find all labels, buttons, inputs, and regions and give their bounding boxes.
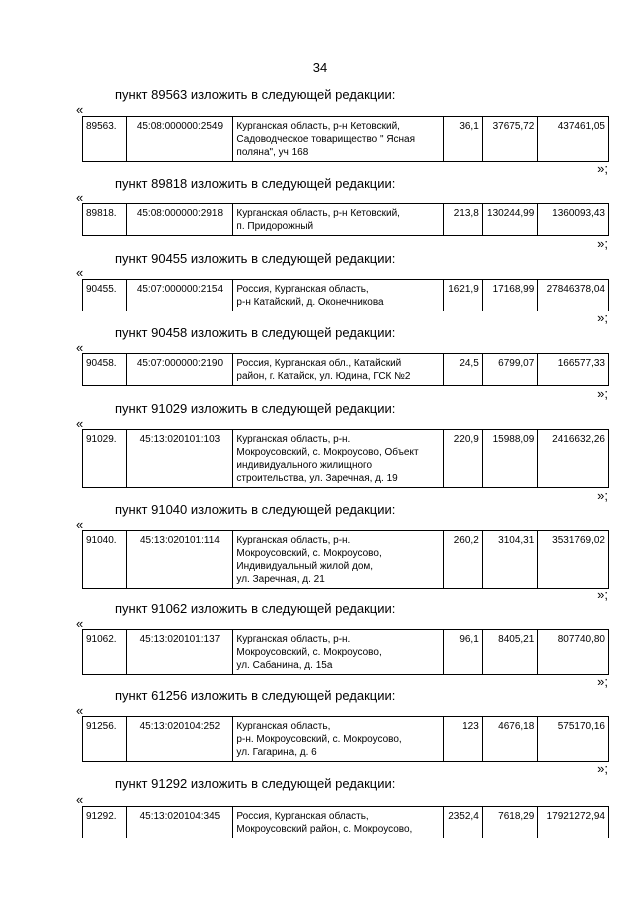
address-line: Индивидуальный жилой дом, [236,561,374,572]
area-value: 36,1 [444,117,482,162]
address-line: строительства, ул. Заречная, д. 19 [236,473,398,484]
close-quote: »; [597,310,608,325]
cadastral-number: 45:13:020104:252 [127,717,233,762]
table-row [83,117,609,162]
entry-number: 91040. [83,531,127,589]
open-quote: « [76,616,84,631]
section-heading: пункт 89818 изложить в следующей редакции: [115,176,396,191]
price-value: 130244,99 [482,204,538,236]
address-line: Мокроусовский, с. Мокроусово, [236,548,382,559]
entry-number: 91062. [83,630,127,675]
address-cell [233,280,444,312]
page-number: 34 [312,60,328,75]
entry-table [82,429,609,488]
address-line: р-н. Мокроусовский, с. Мокроусово, [236,734,402,745]
open-quote: « [76,190,84,205]
address-line: поляна", уч 168 [236,147,309,158]
section-heading: пункт 91040 изложить в следующей редакции: [115,502,396,517]
address-line: Мокроусовский, с. Мокроусово, [236,647,382,658]
close-quote: »; [597,761,608,776]
entry-table [82,629,609,675]
price-value: 37675,72 [482,117,538,162]
entry-number: 89563. [83,117,127,162]
address-line: ул. Сабанина, д. 15а [236,660,333,671]
area-value: 220,9 [444,430,482,488]
entry-table [82,716,609,762]
entry-table [82,530,609,589]
address-cell [233,531,444,589]
cadastral-number: 45:13:020101:114 [127,531,233,589]
address-line: р-н Катайский, д. Оконечникова [236,297,384,308]
cadastral-number: 45:13:020104:345 [127,807,233,839]
total-value: 3531769,02 [538,531,609,589]
area-value: 260,2 [444,531,482,589]
open-quote: « [76,102,84,117]
cadastral-number: 45:13:020101:103 [127,430,233,488]
entry-number: 90455. [83,280,127,312]
price-value: 3104,31 [482,531,538,589]
close-quote: »; [597,236,608,251]
price-value: 8405,21 [482,630,538,675]
section-heading: пункт 91292 изложить в следующей редакции: [115,776,396,791]
total-value: 17921272,94 [538,807,609,839]
section-heading: пункт 91062 изложить в следующей редакции: [115,601,396,616]
table-row [83,430,609,488]
section-heading: пункт 89563 изложить в следующей редакции: [115,87,396,102]
close-quote: »; [597,488,608,503]
area-value: 1621,9 [444,280,482,312]
address-cell [233,430,444,488]
address-line: район, г. Катайск, ул. Юдина, ГСК №2 [236,371,411,382]
total-value: 1360093,43 [538,204,609,236]
area-value: 213,8 [444,204,482,236]
entry-number: 89818. [83,204,127,236]
section-heading: пункт 90455 изложить в следующей редакции: [115,251,396,266]
section-heading: пункт 90458 изложить в следующей редакции: [115,325,396,340]
close-quote: »; [597,386,608,401]
address-line: Курганская область, [236,721,331,732]
entry-number: 91292. [83,807,127,839]
address-line: Курганская область, р-н. [236,434,351,445]
cadastral-number: 45:13:020101:137 [127,630,233,675]
address-cell [233,354,444,386]
entry-table [82,203,609,236]
cadastral-number: 45:08:000000:2918 [127,204,233,236]
open-quote: « [76,265,84,280]
address-line: п. Придорожный [236,221,314,232]
table-row [83,630,609,675]
address-line: ул. Заречная, д. 21 [236,574,325,585]
price-value: 7618,29 [482,807,538,839]
entry-number: 91029. [83,430,127,488]
area-value: 123 [444,717,482,762]
address-line: ул. Гагарина, д. 6 [236,747,317,758]
area-value: 2352,4 [444,807,482,839]
open-quote: « [76,416,84,431]
price-value: 6799,07 [482,354,538,386]
entry-table [82,116,609,162]
area-value: 96,1 [444,630,482,675]
table-row [83,531,609,589]
address-cell [233,717,444,762]
entry-table [82,279,609,311]
cadastral-number: 45:07:000000:2154 [127,280,233,312]
table-row [83,807,609,839]
address-line: Курганская область, р-н. [236,634,351,645]
address-cell [233,807,444,839]
open-quote: « [76,703,84,718]
address-line: Курганская область, р-н. [236,535,351,546]
close-quote: »; [597,587,608,602]
entry-number: 91256. [83,717,127,762]
entry-number: 90458. [83,354,127,386]
address-line: Мокроусовский район, с. Мокроусово, [236,824,413,835]
area-value: 24,5 [444,354,482,386]
entry-table [82,806,609,838]
total-value: 807740,80 [538,630,609,675]
table-row [83,280,609,312]
entry-table [82,353,609,386]
open-quote: « [76,517,84,532]
total-value: 2416632,26 [538,430,609,488]
cadastral-number: 45:08:000000:2549 [127,117,233,162]
open-quote: « [76,340,84,355]
close-quote: »; [597,161,608,176]
table-row [83,204,609,236]
price-value: 15988,09 [482,430,538,488]
cadastral-number: 45:07:000000:2190 [127,354,233,386]
open-quote: « [76,792,84,807]
price-value: 17168,99 [482,280,538,312]
address-line: Мокроусовский, с. Мокроусово, Объект [236,447,419,458]
address-line: Курганская область, р-н Кетовский, [236,121,400,132]
total-value: 437461,05 [538,117,609,162]
table-row [83,717,609,762]
address-line: Россия, Курганская область, [236,811,369,822]
address-line: Россия, Курганская область, [236,284,369,295]
total-value: 27846378,04 [538,280,609,312]
section-heading: пункт 91029 изложить в следующей редакции: [115,401,396,416]
price-value: 4676,18 [482,717,538,762]
close-quote: »; [597,674,608,689]
total-value: 575170,16 [538,717,609,762]
table-row [83,354,609,386]
section-heading: пункт 61256 изложить в следующей редакции: [115,688,396,703]
address-cell [233,117,444,162]
total-value: 166577,33 [538,354,609,386]
address-line: Россия, Курганская обл., Катайский [236,358,402,369]
address-cell [233,204,444,236]
address-line: индивидуального жилищного [236,460,373,471]
address-line: Садоводческое товарищество " Ясная [236,134,416,145]
address-cell [233,630,444,675]
address-line: Курганская область, р-н Кетовский, [236,208,400,219]
